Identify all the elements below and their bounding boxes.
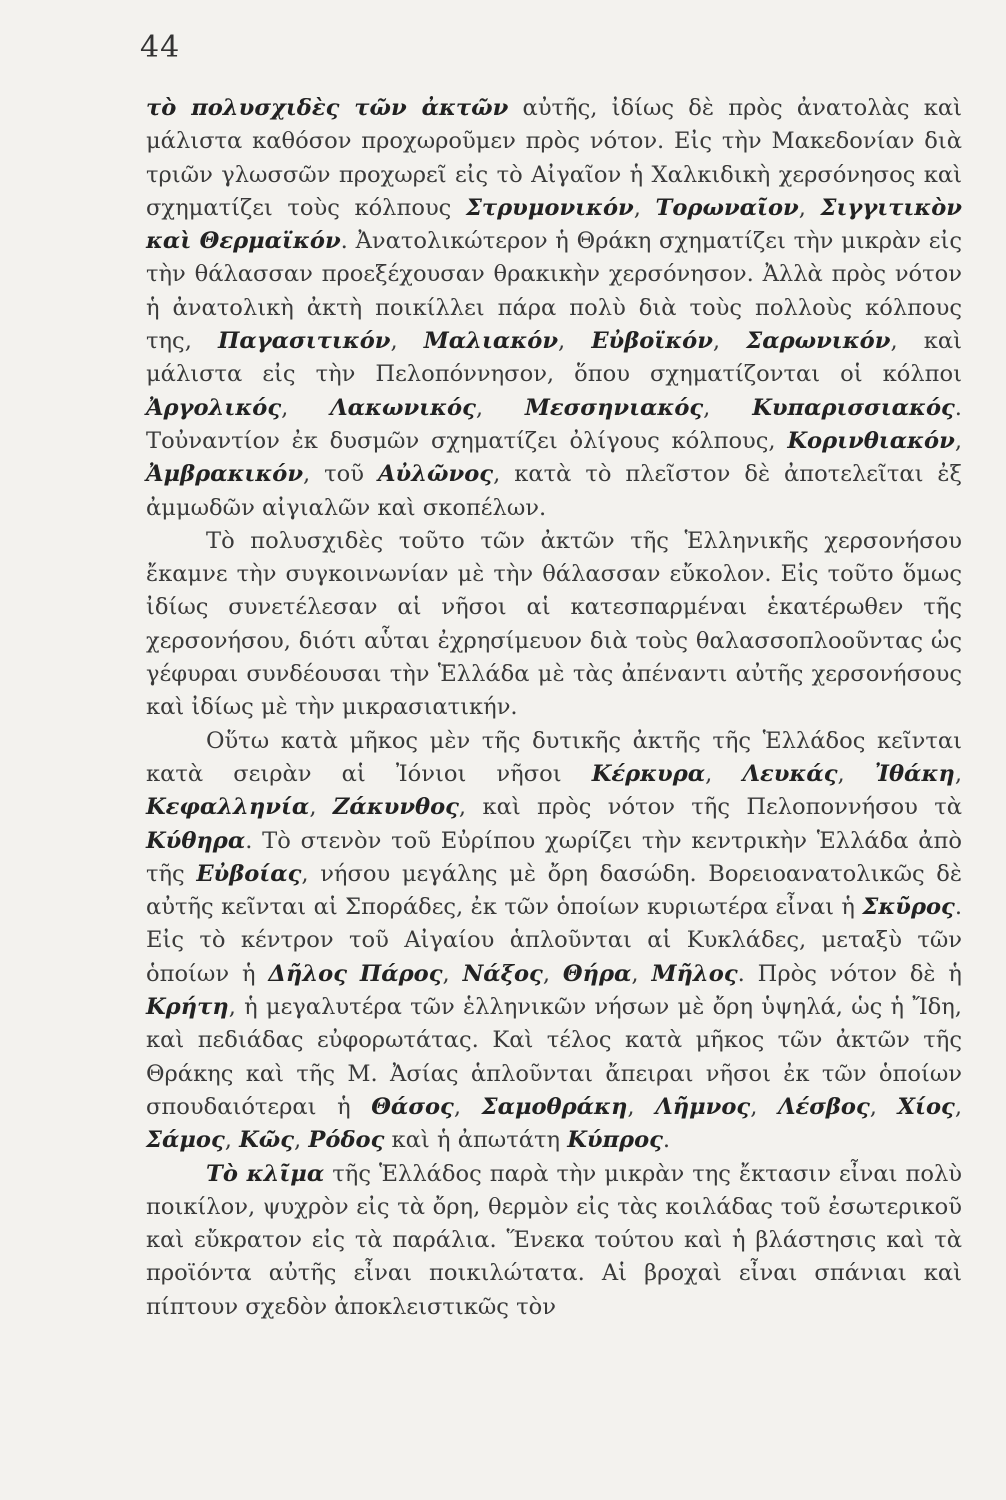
emphasized-term: Κρήτη [146,994,229,1021]
text-run: Οὕτω κατὰ μῆκος μὲν τῆς δυτικῆς ἀκτῆς τῆς Ἑλλάδος κεῖνται κατὰ σειρὰν αἱ Ἰόνιοι νῆσοι [146,727,962,787]
text-run: . Εἰς τὸ κέντρον τοῦ Αἰγαίου ἁπλοῦνται αἱ Κυκλάδες, μεταξὺ τῶν ὁποίων ἡ [146,894,962,987]
text-run: αὐτῆς, ἰδίως δὲ πρὸς ἀνατολὰς καὶ μάλιστα καθόσον προχωροῦμεν πρὸς νότον. Εἰς τὴν Μακεδονίαν διὰ τριῶν γλωσσῶν προχωρεῖ εἰς τὸ Αἰγαῖον ἡ Χαλκιδικὴ χερσόνησος καὶ σχηματίζει τοὺς κόλπους [146,95,962,221]
emphasized-term: Ζάκυνθος [332,794,459,821]
text-run: , [442,960,463,987]
text-run: . Πρὸς νότον δὲ ἡ [737,960,962,987]
text-run: , καὶ πρὸς νότον τῆς Πελοποννήσου τὰ [458,794,962,821]
text-run: . [662,1127,671,1154]
text-run: , [542,960,563,987]
emphasized-term: Λῆμνος [655,1093,751,1120]
text-run: , [954,427,962,454]
text-run: . Ἀνατολικώτερον ἡ Θράκη σχηματίζει τὴν μικρὰν εἰς τὴν θάλασσαν προεξέχουσαν θρακικὴν χερσόνησον. Ἀλλὰ πρὸς νότον ἡ ἀνατολικὴ ἀκτὴ ποικίλλει πάρα πολὺ διὰ τοὺς πολλοὺς κόλπους της, [146,228,962,355]
emphasized-term: Μαλιακόν [423,328,559,355]
text-run: , [475,394,525,421]
text-run: , [954,760,962,787]
text-run [347,961,360,987]
text-run: , καὶ μάλιστα εἰς τὴν Πελοπόννησον, ὅπου σχηματίζονται οἱ κόλποι [146,328,962,388]
emphasized-term: Σαμοθράκη [481,1093,628,1120]
emphasized-term: Παγασιτικόν [218,328,391,355]
emphasized-term: Τὸ κλῖμα [206,1160,325,1187]
emphasized-term: Ρόδος [308,1127,385,1154]
emphasized-term: Κέρκυρα [591,760,706,787]
emphasized-term: Ἰθάκη [874,760,955,787]
text-run: Τὸ πολυσχιδὲς τοῦτο τῶν ἀκτῶν τῆς Ἑλληνικῆς χερσονήσου ἔκαμνε τὴν συγκοινωνίαν μὲ τὴν θάλασσαν εὔκολον. Εἰς τοῦτο ὅμως ἰδίως συνετέλεσαν αἱ νῆσοι αἱ κατεσπαρμέναι ἑκατέρωθεν τῆς χερσονήσου, διότι αὗται ἐχρησίμευον διὰ τοὺς θαλασσοπλοοῦντας ὡς γέφυραι συνδέουσαι τὴν Ἑλλάδα μὲ τὰς ἀπέναντι αὐτῆς χερσονήσους καὶ ἰδίως μὲ τὴν μικρασιατικήν. [146,527,962,721]
text-run: , [281,394,331,421]
text-run: , [798,194,821,221]
emphasized-term: Λέσβος [777,1093,870,1120]
emphasized-term: Σκῦρος [862,894,955,921]
text-run: , [558,328,592,355]
emphasized-term: Στρυμονικόν [465,194,634,221]
emphasized-term: Κυπαρισσιακός [752,394,955,421]
emphasized-term: Σάμος [146,1127,225,1154]
emphasized-term: Πάρος [359,960,443,987]
emphasized-term: Θάσος [371,1093,454,1120]
text-run: , [954,1093,962,1120]
text-run: , [633,194,656,221]
text-run: , [705,760,743,787]
text-run: , [390,328,424,355]
paragraph [146,725,962,1158]
text-run: . Τοὐναντίον ἐκ δυσμῶν σχηματίζει ὀλίγους κόλπους, [146,394,962,454]
emphasized-term: Εὐβοϊκόν [591,328,713,355]
emphasized-term: Μῆλος [651,960,738,987]
text-run: , [631,960,652,987]
emphasized-term: Σιγγιτικὸν καὶ Θερμαϊκόν [146,194,962,255]
emphasized-term: Κύθηρα [146,827,246,854]
body-text [146,92,962,1324]
emphasized-term: Μεσσηνιακός [524,394,704,421]
emphasized-term: Δῆλος [268,960,348,987]
emphasized-term: Εὐβοίας [196,860,302,887]
emphasized-term: Τορωναῖον [655,194,799,221]
text-run: , [294,1127,309,1154]
emphasized-term: τὸ πολυσχιδὲς τῶν ἀκτῶν [146,95,509,121]
text-run: , νήσου μεγάλης μὲ ὄρη δασώδη. Βορειοανατολικῶς δὲ αὐτῆς κεῖνται αἱ Σποράδες, ἐκ τῶν ὁποίων κυριωτέρα εἶναι ἡ [146,860,963,921]
emphasized-term: Κύπρος [567,1127,663,1154]
emphasized-term: Λευκάς [742,760,838,787]
text-run: , [703,394,753,421]
text-run: . Τὸ στενὸν τοῦ Εὐρίπου χωρίζει τὴν κεντρικὴν Ἑλλάδα ἀπὸ τῆς [146,827,962,887]
emphasized-term: Ἀργολικός [146,394,282,421]
text-run: , ἡ μεγαλυτέρα τῶν ἑλληνικῶν νήσων μὲ ὄρη ὑψηλά, ὡς ἡ Ἴδη, καὶ πεδιάδας εὐφορωτάτας. Καὶ τέλος κατὰ μῆκος τῶν ἀκτῶν τῆς Θράκης καὶ τῆς Μ. Ἀσίας ἁπλοῦνται ἄπειραι νῆσοι ἐκ τῶν ὁποίων σπουδαιότεραι ἡ [146,994,962,1120]
emphasized-term: Σαρωνικόν [746,328,891,355]
paragraph [146,525,962,725]
emphasized-term: Λακωνικός [330,394,476,421]
emphasized-term: Αὐλῶνος [377,461,494,488]
emphasized-term: Ἀμβρακικόν [146,461,304,488]
text-run: , τοῦ [303,461,378,488]
emphasized-term: Κορινθιακόν [787,427,955,454]
text-run: , [224,1127,240,1154]
paragraph [146,92,962,525]
emphasized-term: Χίος [897,1093,955,1120]
emphasized-term: Νάξος [462,960,543,987]
emphasized-term: Κεφαλληνία [146,794,310,821]
text-run: , [453,1093,482,1120]
text-run: , [837,760,875,787]
text-run: καὶ ἡ ἀπωτάτη [384,1127,568,1154]
text-run: , [309,794,333,821]
text-run: , κατὰ τὸ πλεῖστον δὲ ἀποτελεῖται ἐξ ἀμμωδῶν αἰγιαλῶν καὶ σκοπέλων. [146,461,962,521]
emphasized-term: Κῶς [239,1127,295,1154]
paragraph [146,1158,962,1324]
text-run: , [750,1093,778,1120]
text-run: τῆς Ἑλλάδος παρὰ τὴν μικρὰν της ἔκτασιν εἶναι πολὺ ποικίλον, ψυχρὸν εἰς τὰ ὄρη, θερμὸν εἰς τὰς κοιλάδας τοῦ ἐσωτερικοῦ καὶ εὔκρατον εἰς τὰ παράλια. Ἕνεκα τούτου καὶ ἡ βλάστησις καὶ τὰ προϊόντα αὐτῆς εἶναι ποικιλώτατα. Αἱ βροχαὶ εἶναι σπάνιαι καὶ πίπτουν σχεδὸν ἀποκλειστικῶς τὸν [146,1160,963,1320]
page-number: 44 [140,30,181,65]
emphasized-term: Θήρα [562,960,632,987]
text-run: , [627,1093,656,1120]
text-run: , [869,1093,898,1120]
text-run: , [712,328,747,355]
